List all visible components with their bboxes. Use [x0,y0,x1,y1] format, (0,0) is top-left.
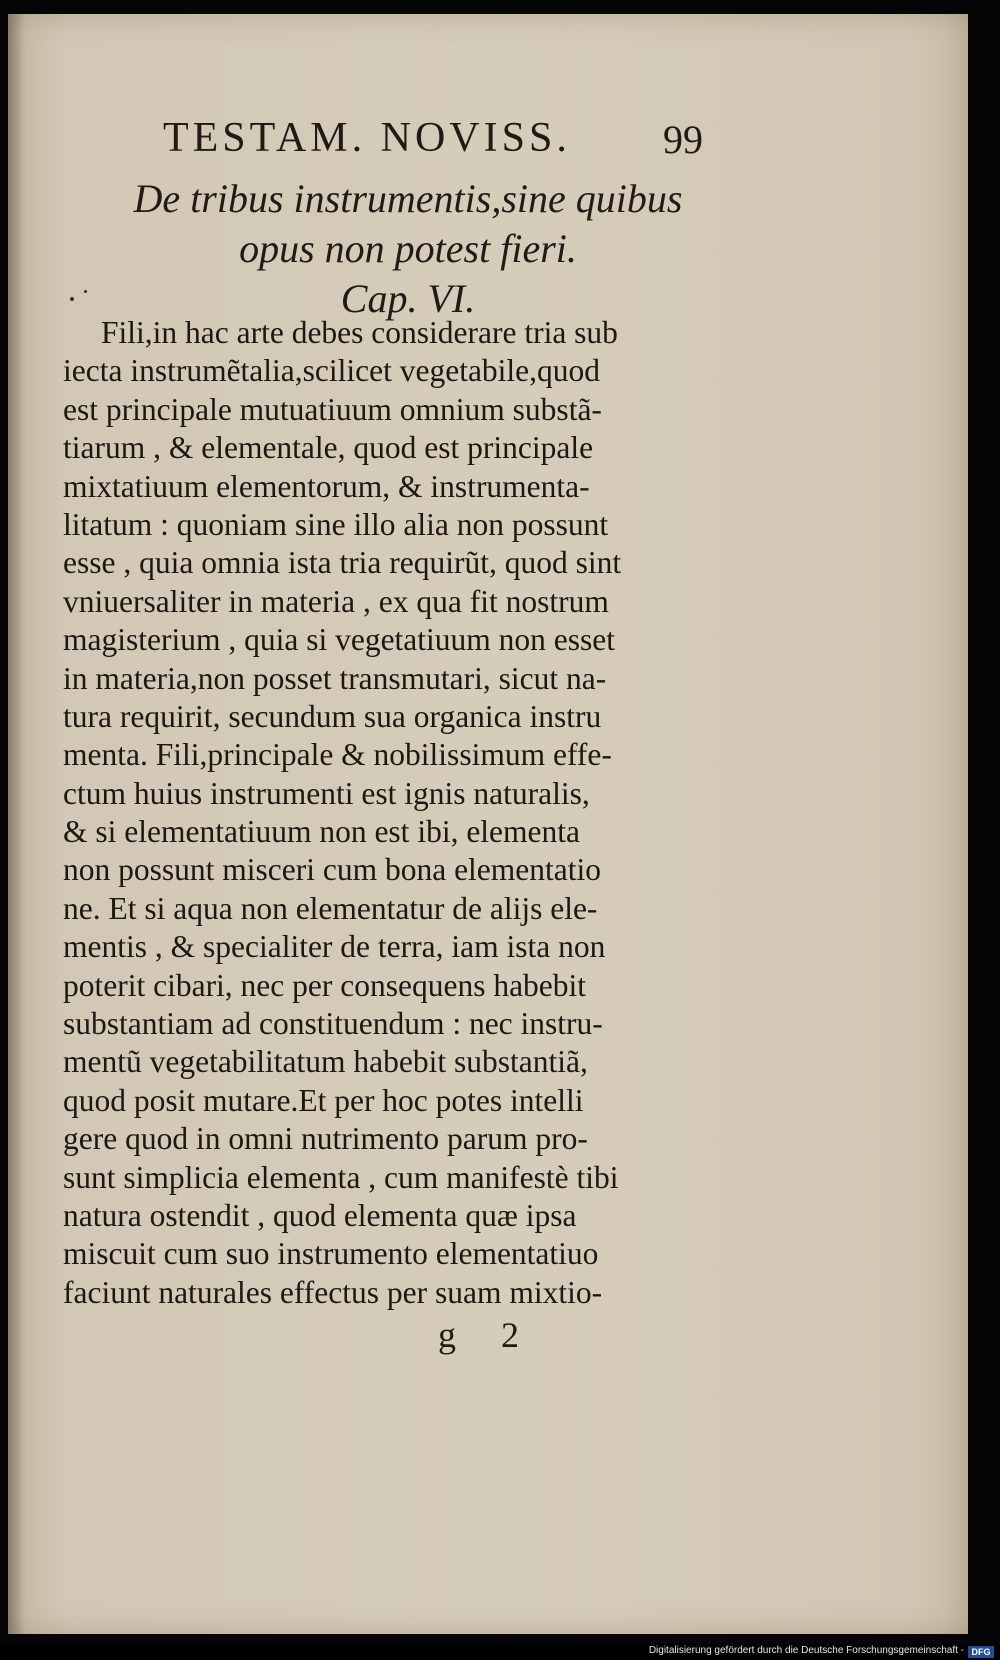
running-head [163,114,743,164]
text-line: ctum huius instrumenti est ignis naturalis, [63,775,590,811]
text-line: esse , quia omnia ista tria requirũt, quod sint [63,545,622,581]
text-line: non possunt misceri cum bona elementatio [63,852,602,888]
heading-line: opus non potest fieri. [239,226,577,271]
text-line: mentis , & specialiter de terra, iam ista non [63,929,606,965]
text-line: miscuit cum suo instrumento elementatiuo [63,1236,599,1272]
text-line: tura requirit, secundum sua organica instru [63,698,602,734]
text-line: vniuersaliter in materia , ex qua fit nostrum [63,583,609,619]
text-line: sunt simplicia elementa , cum manifestè tibi [63,1159,619,1195]
chapter-heading [108,174,708,324]
ink-speck [70,297,74,301]
text-line: substantiam ad constituendum : nec instru- [63,1006,603,1042]
signature-mark: g 2 [438,1315,537,1355]
text-line: mixtatiuum elementorum, & instrumenta- [63,468,590,504]
book-page [8,14,968,1634]
text-line: & si elementatiuum non est ibi, elementa [63,814,580,850]
dfg-logo: DFG [968,1646,994,1658]
text-line: magisterium , quia si vegetatiuum non esset [63,622,616,658]
page-number: 99 [663,117,703,162]
text-line: faciunt naturales effectus per suam mixtio- [63,1274,603,1310]
text-line: Fili,in hac arte debes considerare tria sub [101,315,618,350]
text-line: quod posit mutare.Et per hoc potes intelli [63,1082,584,1118]
text-line: poterit cibari, nec per consequens habebit [63,967,587,1003]
running-title: TESTAM. NOVISS. [163,115,571,161]
text-line: mentũ vegetabilitatum habebit substantiã, [63,1044,588,1080]
text-line: menta. Fili,principale & nobilissimum effe- [63,737,612,773]
text-line: iecta instrumẽtalia,scilicet vegetabile,quod [63,353,601,389]
heading-line: De tribus instrumentis,sine quibus [133,176,683,221]
ink-speck [84,290,87,293]
text-line: gere quod in omni nutrimento parum pro- [63,1121,588,1157]
text-line: natura ostendit , quod elementa quæ ipsa [63,1197,577,1233]
text-line: est principale mutuatiuum omnium substã- [63,391,602,427]
chapter-number: Cap. VI. [340,276,476,321]
body-text [63,314,743,1312]
page-gutter-shadow [8,14,24,1634]
digitization-credit: Digitalisierung gefördert durch die Deutsche Forschungsgemeinschaft - [648,1645,964,1656]
text-line: in materia,non posset transmutari, sicut na- [63,660,607,696]
text-line: tiarum , & elementale, quod est principale [63,430,594,466]
text-line: ne. Et si aqua non elementatur de alijs ele- [63,890,598,926]
text-line: litatum : quoniam sine illo alia non possunt [63,506,609,542]
